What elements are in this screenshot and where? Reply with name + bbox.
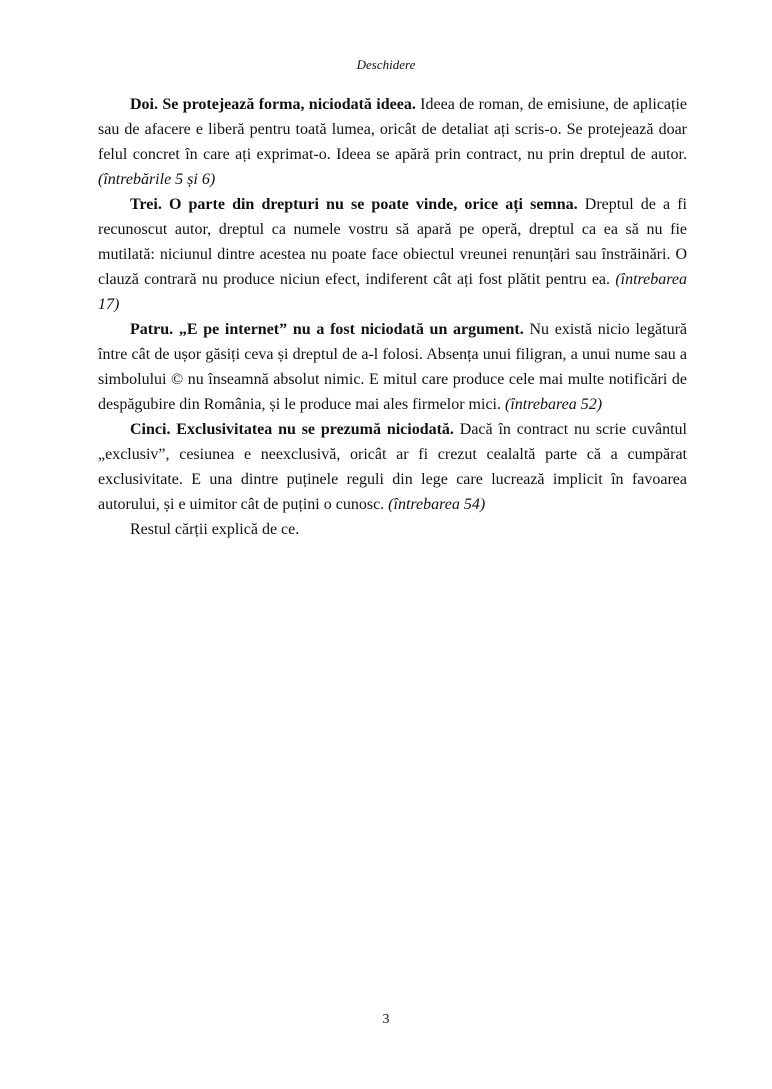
paragraph-trei [98, 192, 687, 317]
closing-sentence: Restul cărții explică de ce. [130, 521, 300, 538]
paragraph-lead: Trei. O parte din drepturi nu se poate vinde, orice ați semna. [130, 196, 578, 213]
running-header: Deschidere [356, 57, 416, 72]
paragraph-body: Dreptul de a fi recunoscut autor, dreptul ca numele vostru să apară pe operă, dreptul ca ea să nu fie mutilată: niciunul dintre acestea nu poate face obiectul vreunei renunțări sau înstrăinări. O clauză contrară nu produce niciun efect, indiferent cât ați fost plătit pentru ea. [98, 196, 687, 288]
paragraph-body: Nu există nicio legătură între cât de ușor găsiți ceva și dreptul de a-l folosi. Absența unui filigran, a unui nume sau a simbolului © nu înseamnă absolut nimic. E mitul care produce cele mai multe notificări de despăgubire din România, și le produce mai ales firmelor mici. [98, 321, 687, 413]
question-reference: (întrebarea 54) [388, 496, 486, 513]
main-text [98, 92, 687, 542]
paragraph-doi [98, 92, 687, 192]
question-reference: (întrebările 5 și 6) [98, 171, 216, 188]
paragraph-lead: Patru. „E pe internet” nu a fost niciodată un argument. [130, 321, 524, 338]
paragraph-lead: Cinci. Exclusivitatea nu se prezumă niciodată. [130, 421, 454, 438]
question-reference: (întrebarea 17) [98, 271, 687, 313]
page-number: 3 [382, 1012, 390, 1027]
paragraph-patru [98, 317, 687, 417]
paragraph-lead: Doi. Se protejează forma, niciodată ideea. [130, 96, 416, 113]
paragraph-body: Ideea de roman, de emisiune, de aplicație sau de afacere e liberă pentru toată lumea, oricât de detaliat ați scris-o. Se protejează doar felul concret în care ați exprimat-o. Ideea se apără prin contract, nu prin dreptul de autor. [98, 96, 688, 163]
paragraph-cinci [98, 417, 687, 517]
paragraph-body: Dacă în contract nu scrie cuvântul „exclusiv”, cesiunea e neexclusivă, oricât ar fi crezut cealaltă parte că a cumpărat exclusivitate. E una dintre puținele reguli din lege care lucrează implicit în favoarea autorului, și e uimitor cât de puțini o cunosc. [98, 421, 687, 513]
question-reference: (întrebarea 52) [505, 396, 603, 413]
